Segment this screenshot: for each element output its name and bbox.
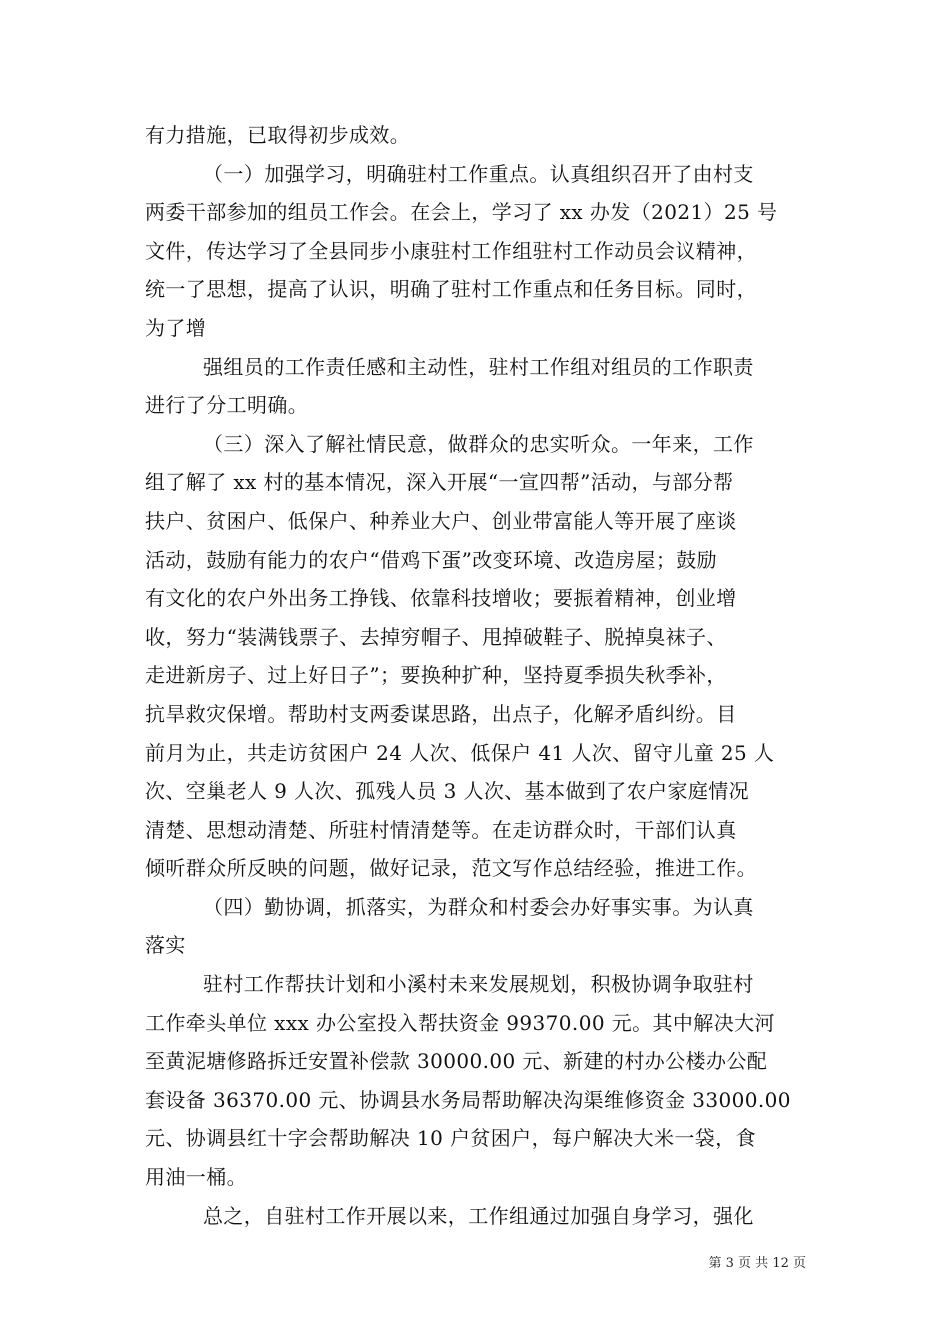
page-number-footer: 第 3 页 共 12 页 <box>708 1256 806 1271</box>
text-line: 总之，自驻村工作开展以来，工作组通过加强自身学习，强化 <box>203 1203 754 1228</box>
text-line: 有力措施，已取得初步成效。 <box>145 123 411 147</box>
text-line: 为了增 <box>145 315 207 340</box>
document-body <box>145 116 807 1235</box>
text-line: 前月为止，共走访贫困户 24 人次、低保户 41 人次、留守儿童 25 人 <box>145 740 775 765</box>
text-line: 清楚、思想动清楚、所驻村情清楚等。在走访群众时，干部们认真 <box>145 817 737 842</box>
text-line: 落实 <box>145 933 186 958</box>
text-line: 用油一桶。 <box>145 1165 247 1190</box>
text-line: 组了解了 xx 村的基本情况，深入开展“一宣四帮”活动，与部分帮 <box>145 470 734 495</box>
text-line: 次、空巢老人 9 人次、孤残人员 3 人次、基本做到了农户家庭情况 <box>145 779 750 804</box>
text-line: 走进新房子、过上好日子”；要换种扩种，坚持夏季损失秋季补， <box>145 663 727 688</box>
text-line: 抗旱救灾保增。帮助村支两委谋思路，出点子，化解矛盾纠纷。目 <box>145 701 737 726</box>
text-line: 活动，鼓励有能力的农户“借鸡下蛋”改变环境、改造房屋；鼓励 <box>145 547 718 572</box>
text-line: 强组员的工作责任感和主动性，驻村工作组对组员的工作职责 <box>203 354 754 379</box>
text-line: （一）加强学习，明确驻村工作重点。认真组织召开了由村支 <box>203 161 754 186</box>
text-line: 有文化的农户外出务工挣钱、依靠科技增收；要振着精神，创业增 <box>145 586 737 611</box>
text-line: 套设备 36370.00 元、协调县水务局帮助解决沟渠维修资金 33000.00 <box>145 1087 791 1112</box>
text-line: 至黄泥塘修路拆迁安置补偿款 30000.00 元、新建的村办公楼办公配 <box>145 1049 768 1074</box>
text-line: （四）勤协调，抓落实，为群众和村委会办好事实事。为认真 <box>203 894 754 919</box>
text-line: 文件，传达学习了全县同步小康驻村工作组驻村工作动员会议精神， <box>145 238 757 263</box>
text-line: （三）深入了解社情民意，做群众的忠实听众。一年来，工作 <box>203 431 754 456</box>
text-line: 元、协调县红十字会帮助解决 10 户贫困户，每户解决大米一袋，食 <box>145 1126 756 1151</box>
text-line: 倾听群众所反映的问题，做好记录，范文写作总结经验，推进工作。 <box>145 856 757 881</box>
text-line: 两委干部参加的组员工作会。在会上，学习了 xx 办发（2021）25 号 <box>145 200 778 225</box>
text-line: 进行了分工明确。 <box>145 393 309 418</box>
text-line: 收，努力“装满钱票子、去掉穷帽子、甩掉破鞋子、脱掉臭袜子、 <box>145 624 727 649</box>
text-line: 统一了思想，提高了认识，明确了驻村工作重点和任务目标。同时， <box>145 277 757 302</box>
text-line: 工作牵头单位 xxx 办公室投入帮扶资金 99370.00 元。其中解决大河 <box>145 1010 775 1035</box>
text-line: 驻村工作帮扶计划和小溪村未来发展规划，积极协调争取驻村 <box>203 972 754 997</box>
text-line: 扶户、贫困户、低保户、种养业大户、创业带富能人等开展了座谈 <box>145 508 737 533</box>
